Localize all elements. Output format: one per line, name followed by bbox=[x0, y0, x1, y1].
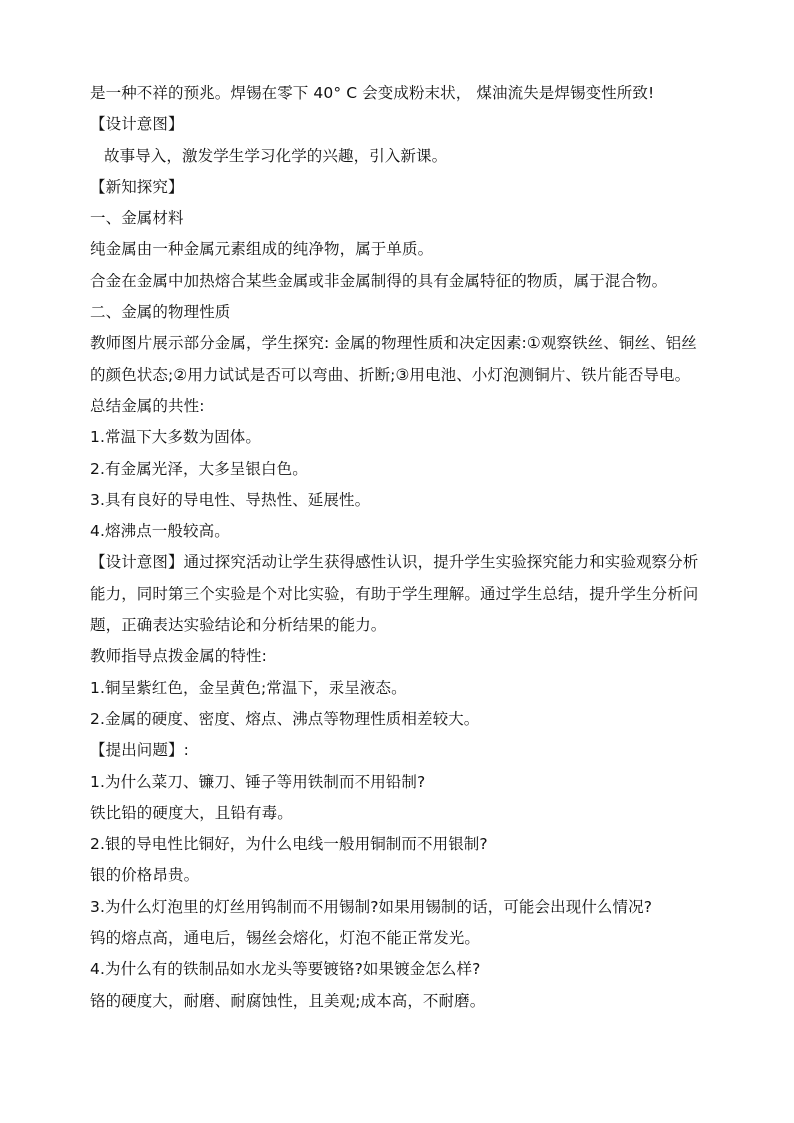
answer-3: 钨的熔点高，通电后，锡丝会熔化，灯泡不能正常发光。 bbox=[90, 929, 481, 948]
question-3: 3.为什么灯泡里的灯丝用钨制而不用锡制?如果用锡制的话，可能会出现什么情况? bbox=[90, 897, 653, 916]
list-item-luster: 2.有金属光泽，大多呈银白色。 bbox=[90, 459, 308, 478]
paragraph-design-intent-2: 【设计意图】通过探究活动让学生获得感性认识，提升学生实验探究能力和实验观察分析能力，同时第三个实验是个对比实验，有助于学生理解。通过学生总结，提升学生分析问题，正确表达实验结论和分析结果的能力。 bbox=[90, 553, 699, 635]
answer-4: 铬的硬度大，耐磨、耐腐蚀性，且美观;成本高，不耐磨。 bbox=[90, 991, 486, 1010]
paragraph-teacher-demo: 教师图片展示部分金属，学生探究: 金属的物理性质和决定因素:①观察铁丝、铜丝、铝丝的颜色状态;②用力试试是否可以弯曲、折断;③用电池、小灯泡测铜片、铁片能否导电。 bbox=[90, 334, 697, 384]
section-physical-properties: 二、金属的物理性质 bbox=[90, 303, 231, 322]
answer-2: 银的价格昂贵。 bbox=[90, 866, 200, 885]
heading-design-intent: 【设计意图】 bbox=[90, 115, 184, 134]
paragraph-story-ending: 是一种不祥的预兆。焊锡在零下 40° C 会变成粉末状， 煤油流失是焊锡变性所致! bbox=[90, 84, 655, 102]
document-body bbox=[90, 78, 710, 1017]
paragraph-alloy: 合金在金属中加热熔合某些金属或非金属制得的具有金属特征的物质，属于混合物。 bbox=[90, 271, 668, 290]
paragraph-common-properties-title: 总结金属的共性: bbox=[90, 396, 205, 415]
list-item-melting-point: 4.熔沸点一般较高。 bbox=[90, 522, 230, 541]
answer-1: 铁比铅的硬度大，且铅有毒。 bbox=[90, 803, 293, 822]
question-2: 2.银的导电性比铜好，为什么电线一般用铜制而不用银制? bbox=[90, 835, 488, 854]
list-item-conductivity: 3.具有良好的导电性、导热性、延展性。 bbox=[90, 490, 371, 509]
list-item-solid: 1.常温下大多数为固体。 bbox=[90, 428, 261, 447]
list-item-differences: 2.金属的硬度、密度、熔点、沸点等物理性质相差较大。 bbox=[90, 709, 480, 728]
section-metal-materials: 一、金属材料 bbox=[90, 209, 184, 228]
heading-questions: 【提出问题】: bbox=[90, 741, 189, 760]
list-item-color: 1.铜呈紫红色，金呈黄色;常温下，汞呈液态。 bbox=[90, 678, 407, 697]
question-4: 4.为什么有的铁制品如水龙头等要镀铬?如果镀金怎么样? bbox=[90, 960, 481, 979]
heading-new-knowledge: 【新知探究】 bbox=[90, 177, 184, 196]
paragraph-pure-metal: 纯金属由一种金属元素组成的纯净物，属于单质。 bbox=[90, 240, 434, 259]
question-1: 1.为什么菜刀、镰刀、锤子等用铁制而不用铅制? bbox=[90, 772, 426, 791]
paragraph-teacher-guidance: 教师指导点拨金属的特性: bbox=[90, 647, 267, 666]
paragraph-design-intent-1: 故事导入，激发学生学习化学的兴趣，引入新课。 bbox=[104, 146, 448, 165]
